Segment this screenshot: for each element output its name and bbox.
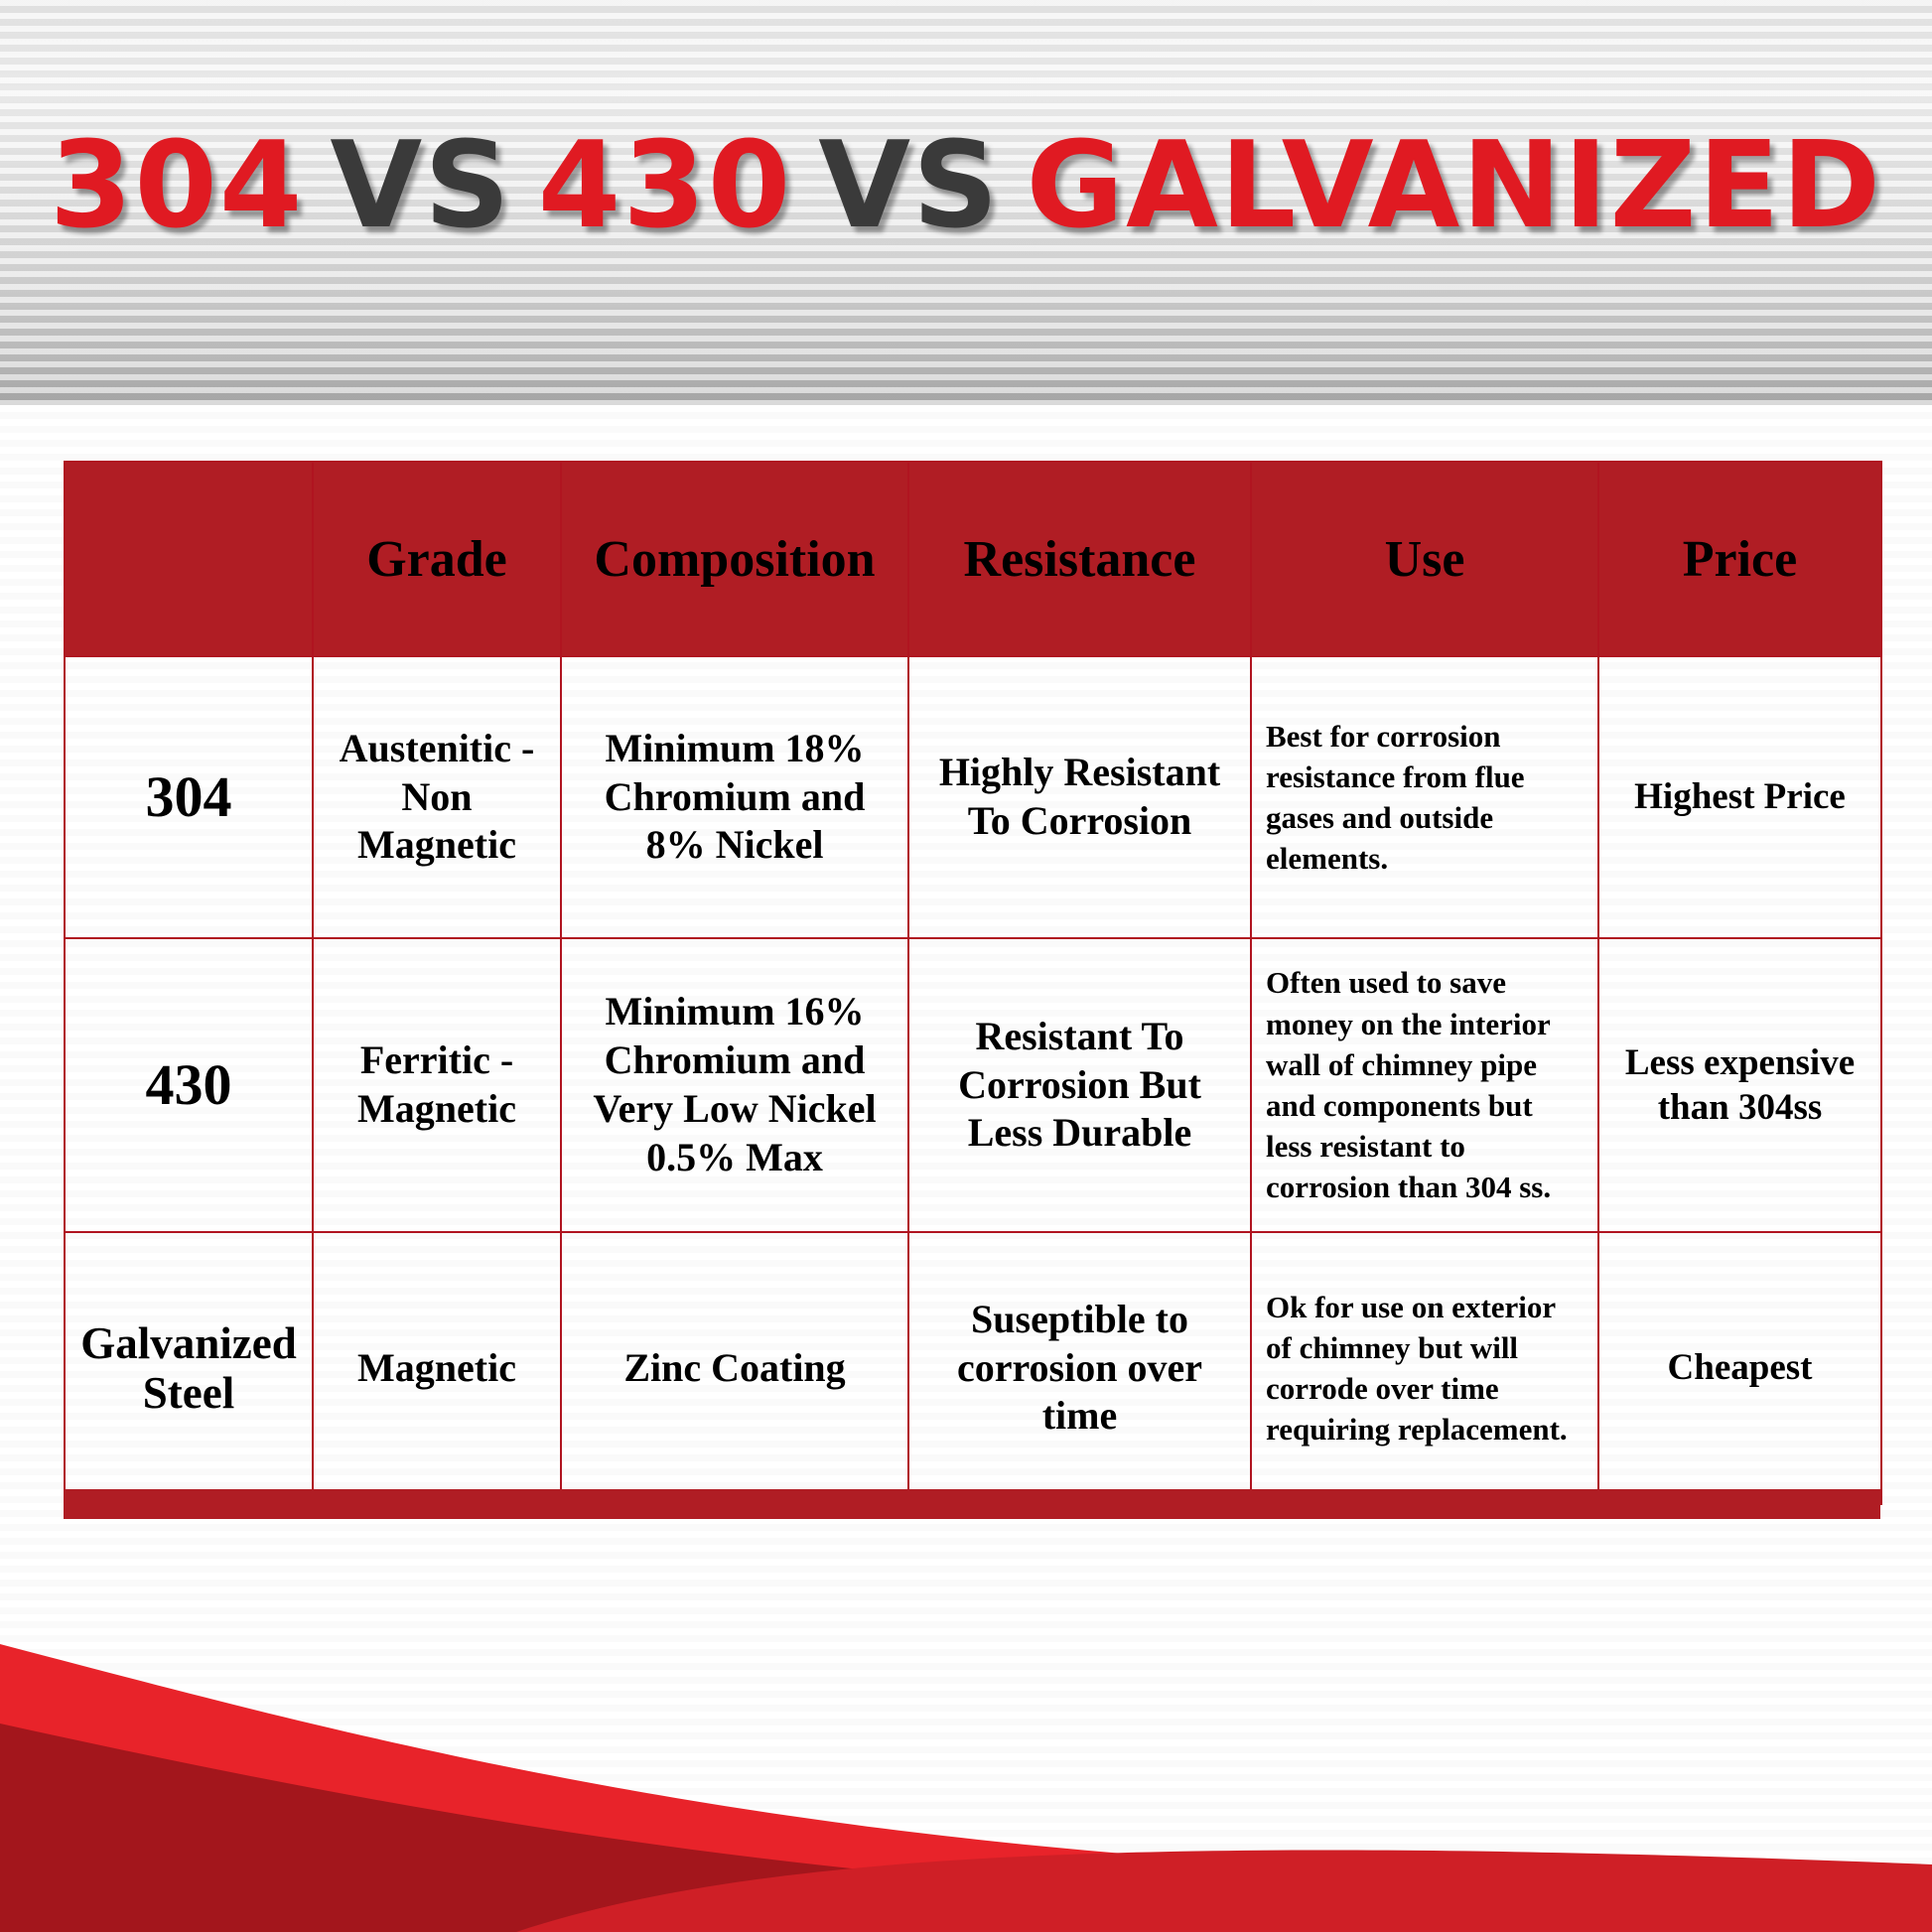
cell-use-304: Best for corrosion resistance from flue gases and outside elements.: [1251, 656, 1598, 938]
decor-swoosh-group: [0, 1604, 1932, 1932]
comparison-table: [64, 461, 1882, 1505]
row-label-galvanized: Galvanized Steel: [65, 1232, 313, 1504]
title-part-304: 304: [49, 117, 305, 255]
cell-grade-304: Austenitic - Non Magnetic: [313, 656, 561, 938]
cell-composition-430: Minimum 16% Chromium and Very Low Nickel 0.5% Max: [561, 938, 908, 1232]
title-part-galvanized: GALVANIZED: [1026, 117, 1883, 255]
column-header-use: Use: [1251, 462, 1598, 656]
column-header-resistance: Resistance: [908, 462, 1251, 656]
cell-grade-galvanized: Magnetic: [313, 1232, 561, 1504]
column-header-material: [65, 462, 313, 656]
title-part-vs-2: VS: [818, 117, 1001, 255]
cell-use-galvanized: Ok for use on exterior of chimney but will corrode over time requiring replacement.: [1251, 1232, 1598, 1504]
table-footer-bar: [64, 1489, 1880, 1519]
cell-price-304: Highest Price: [1598, 656, 1881, 938]
cell-composition-304: Minimum 18% Chromium and 8% Nickel: [561, 656, 908, 938]
page-title: [0, 117, 1932, 255]
table-row: [65, 1232, 1881, 1504]
cell-resistance-304: Highly Resistant To Corrosion: [908, 656, 1251, 938]
header-banner: [0, 0, 1932, 405]
row-label-430: 430: [65, 938, 313, 1232]
table-header-row: [65, 462, 1881, 656]
table-row: [65, 656, 1881, 938]
cell-price-galvanized: Cheapest: [1598, 1232, 1881, 1504]
cell-price-430: Less expensive than 304ss: [1598, 938, 1881, 1232]
row-label-304: 304: [65, 656, 313, 938]
title-part-vs-1: VS: [330, 117, 512, 255]
column-header-grade: Grade: [313, 462, 561, 656]
cell-use-430: Often used to save money on the interior wall of chimney pipe and components but less resistant to corrosion than 304 ss.: [1251, 938, 1598, 1232]
cell-grade-430: Ferritic - Magnetic: [313, 938, 561, 1232]
cell-resistance-galvanized: Suseptible to corrosion over time: [908, 1232, 1251, 1504]
bottom-decoration: [0, 1604, 1932, 1932]
cell-composition-galvanized: Zinc Coating: [561, 1232, 908, 1504]
column-header-price: Price: [1598, 462, 1881, 656]
table-row: [65, 938, 1881, 1232]
title-part-430: 430: [537, 117, 793, 255]
column-header-composition: Composition: [561, 462, 908, 656]
cell-resistance-430: Resistant To Corrosion But Less Durable: [908, 938, 1251, 1232]
comparison-table-wrapper: [64, 461, 1880, 1505]
